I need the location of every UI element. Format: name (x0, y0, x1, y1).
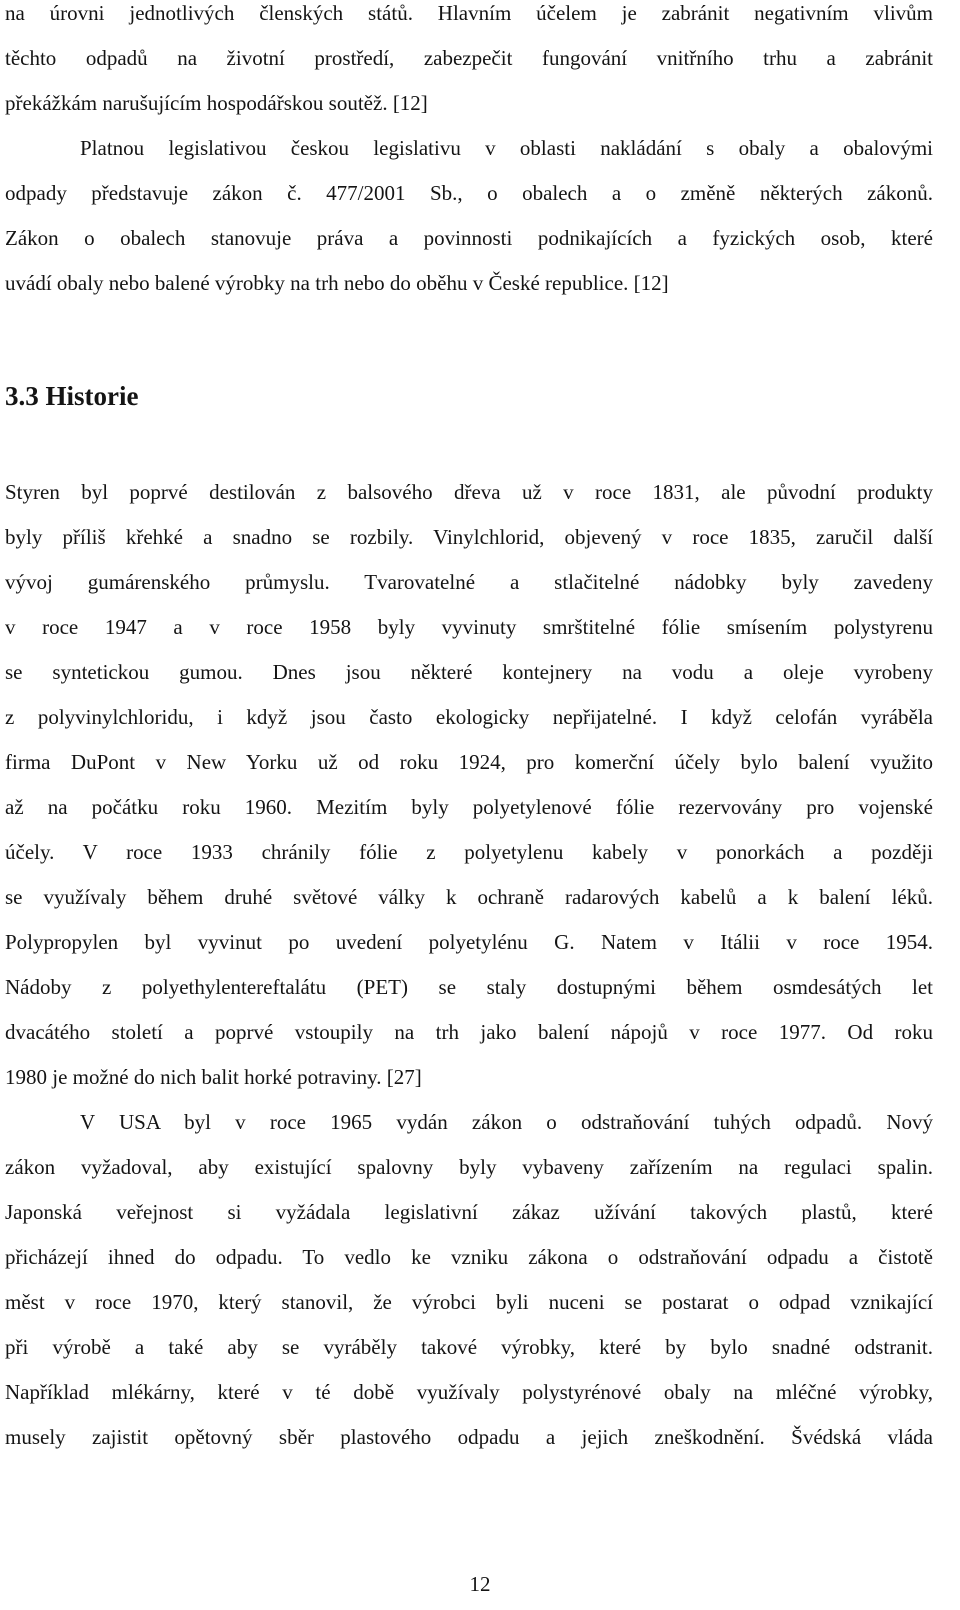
paragraph-4-line-4: přicházejí ihned do odpadu. To vedlo ke vzniku zákona o odstraňování odpadu a čistotě (5, 1245, 933, 1269)
paragraph-3-line-1: Styren byl poprvé destilován z balsového dřeva už v roce 1831, ale původní produkty (5, 480, 933, 504)
paragraph-4-line-3: Japonská veřejnost si vyžádala legislativní zákaz užívání takových plastů, které (5, 1200, 933, 1224)
paragraph-1-line-2: těchto odpadů na životní prostředí, zabezpečit fungování vnitřního trhu a zabránit (5, 46, 933, 70)
paragraph-4-line-5: měst v roce 1970, který stanovil, že výrobci byli nuceni se postarat o odpad vznikající (5, 1290, 933, 1314)
paragraph-3-line-9: účely. V roce 1933 chránily fólie z polyetylenu kabely v ponorkách a později (5, 840, 933, 864)
paragraph-3-line-11: Polypropylen byl vyvinut po uvedení polyetylénu G. Natem v Itálii v roce 1954. (5, 930, 933, 954)
paragraph-3-line-3: vývoj gumárenského průmyslu. Tvarovatelné a stlačitelné nádobky byly zavedeny (5, 570, 933, 594)
paragraph-3-line-14: 1980 je možné do nich balit horké potraviny. [27] (5, 1065, 422, 1089)
paragraph-2-line-2: odpady představuje zákon č. 477/2001 Sb., o obalech a o změně některých zákonů. (5, 181, 933, 205)
paragraph-2-line-4: uvádí obaly nebo balené výrobky na trh nebo do oběhu v České republice. [12] (5, 271, 669, 295)
paragraph-4-line-1: V USA byl v roce 1965 vydán zákon o odstraňování tuhých odpadů. Nový (80, 1110, 933, 1134)
page-number: 12 (469, 1572, 491, 1596)
paragraph-3-line-8: až na počátku roku 1960. Mezitím byly polyetylenové fólie rezervovány pro vojenské (5, 795, 933, 819)
paragraph-4-line-6: při výrobě a také aby se vyráběly takové výrobky, které by bylo snadné odstranit. (5, 1335, 933, 1359)
paragraph-2-line-3: Zákon o obalech stanovuje práva a povinnosti podnikajících a fyzických osob, které (5, 226, 933, 250)
paragraph-3-line-2: byly příliš křehké a snadno se rozbily. Vinylchlorid, objevený v roce 1835, zaručil další (5, 525, 933, 549)
paragraph-3-line-10: se využívaly během druhé světové války k ochraně radarových kabelů a k balení léků. (5, 885, 933, 909)
paragraph-3-line-7: firma DuPont v New Yorku už od roku 1924, pro komerční účely bylo balení využito (5, 750, 933, 774)
paragraph-4-line-7: Například mlékárny, které v té době využívaly polystyrénové obaly na mléčné výrobky, (5, 1380, 933, 1404)
paragraph-1-line-3: překážkám narušujícím hospodářskou soutěž. [12] (5, 91, 428, 115)
paragraph-3-line-5: se syntetickou gumou. Dnes jsou některé kontejnery na vodu a oleje vyrobeny (5, 660, 933, 684)
section-heading: 3.3 Historie (5, 381, 139, 411)
paragraph-4-line-8: musely zajistit opětovný sběr plastového odpadu a jejich zneškodnění. Švédská vláda (5, 1425, 933, 1449)
paragraph-3-line-12: Nádoby z polyethylentereftalátu (PET) se staly dostupnými během osmdesátých let (5, 975, 933, 999)
paragraph-3-line-4: v roce 1947 a v roce 1958 byly vyvinuty smrštitelné fólie smísením polystyrenu (5, 615, 933, 639)
paragraph-1-line-1: na úrovni jednotlivých členských států. Hlavním účelem je zabránit negativním vlivům (5, 1, 933, 25)
paragraph-3-line-6: z polyvinylchloridu, i když jsou často ekologicky nepřijatelné. I když celofán vyráběla (5, 705, 933, 729)
paragraph-4-line-2: zákon vyžadoval, aby existující spalovny byly vybaveny zařízením na regulaci spalin. (5, 1155, 933, 1179)
paragraph-2-line-1: Platnou legislativou českou legislativu v oblasti nakládání s obaly a obalovými (80, 136, 933, 160)
paragraph-3-line-13: dvacátého století a poprvé vstoupily na trh jako balení nápojů v roce 1977. Od roku (5, 1020, 933, 1044)
